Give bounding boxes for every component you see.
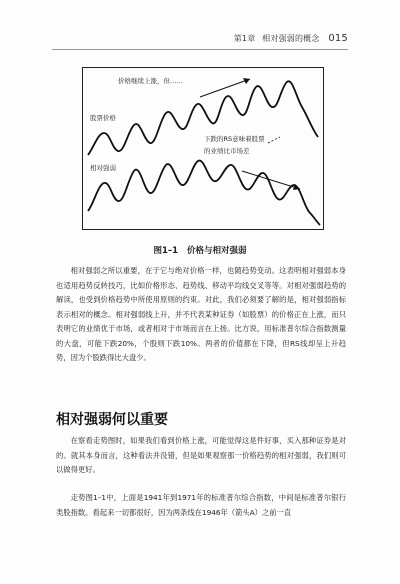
figure-caption [0,244,400,256]
figure-caption-title: 价格与相对强弱 [187,246,247,256]
figure-caption-number: 图1–1 [153,246,179,256]
figure-1-1 [82,67,324,230]
chapter-title: 相对强弱的概念 [262,34,320,43]
label-price-rising: 价格继续上涨，但…… [118,77,183,85]
running-head [234,33,348,44]
page-number: 015 [328,33,348,44]
relative-strength-line [88,161,320,225]
body-paragraph-2 [56,434,346,478]
chapter-label: 第1章 [233,34,256,43]
section-heading: 相对强弱何以重要 [56,412,168,428]
paragraph-text: 相对强弱之所以重要，在于它与绝对价格一样，也随趋势变动。这表明相对强弱本身也适用趋势反转技巧，比如价格形态、趋势线、移动平均线交叉等等。对相对强弱趋势的解读，也受到价格趋势中所使用原则的约束。对此，我们必须要了解的是，相对强弱指标表示相对的概念。相对强弱线上升，并不代表某种证券（如股票）的价格正在上涨，而只表明它的业绩优于市场，或者相对于市场而言在上扬。比方说，用标准普尔综合指数测量的大盘，可能下跌20%，个股则下跌10%。两者的价值都在下降，但RS线却呈上升趋势，因为个股跌得比大盘少。 [56,266,346,362]
paragraph-text: 走势图1–1中，上面是1941年到1971年的标准普尔综合指数，中间是标准普尔银行类股指数。看起来一切都很好，因为两条线在1946年（箭头A）之前一直 [56,493,346,517]
figure-drawing [82,67,324,230]
annotation-leader [268,137,280,143]
label-falling-rs-line2: 的业绩比市场差 [204,147,250,155]
paragraph-text: 在察看走势图时，如果我们看到价格上涨，可能觉得这是件好事，买入那种证券是对的。就其本身而言，这种看法并没错，但是如果观察那一价格趋势的相对强弱，我们则可以做得更好。 [56,436,346,474]
body-paragraph-1 [56,264,346,366]
rising-price-arrow [200,79,250,97]
label-relative-strength: 相对强弱 [90,164,116,172]
label-stock-price: 股票价格 [90,114,116,122]
price-line [88,81,318,155]
label-falling-rs-line1: 下跌的RS意味着股票 [204,135,265,143]
header-rule [52,49,348,50]
figure-frame [83,68,324,230]
body-paragraph-3 [56,491,346,520]
